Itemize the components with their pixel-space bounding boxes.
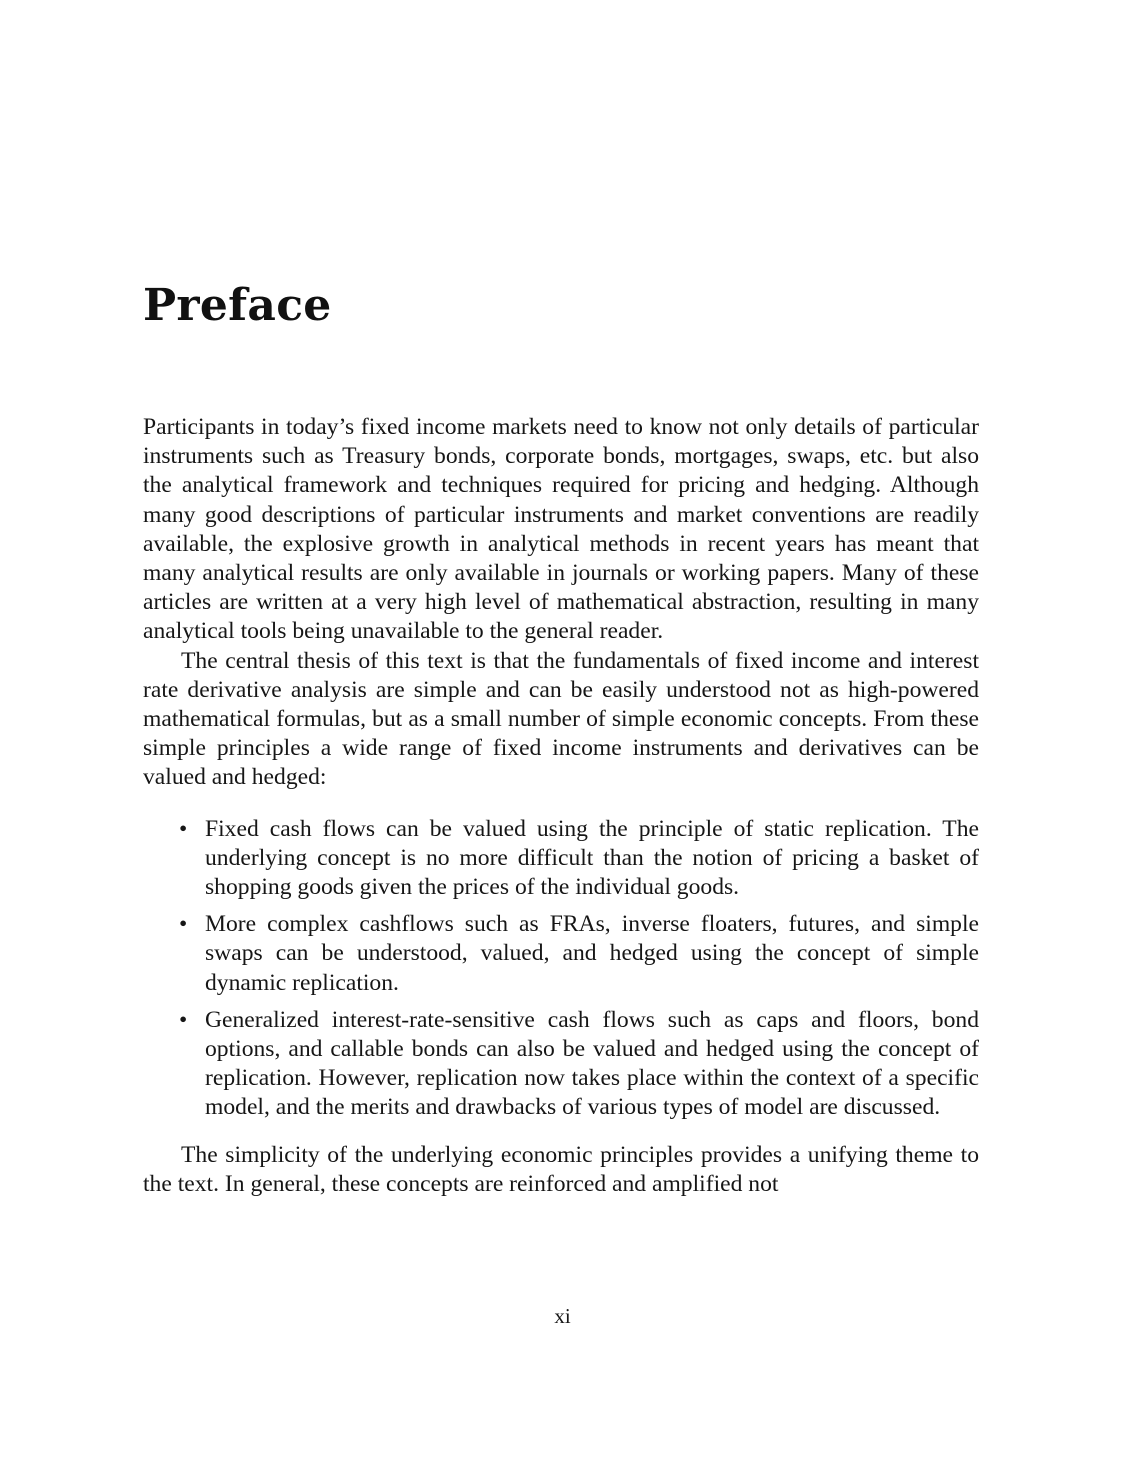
paragraph-intro: Participants in today’s fixed income markets need to know not only details of particular instruments such as Treasury bonds, corporate bonds, mortgages, swaps, etc. but also the analytical framework and techniques required for pricing and hedging. Although many good descriptions of particular instruments and market conventions are readily available, the explosive growth in analytical methods in recent years has meant that many analytical results are only available in journals or working papers. Many of these articles are written at a very high level of mathematical abstraction, resulting in many analytical tools being unavailable to the general reader. [143,414,979,645]
bullet-item-dynamic-replication [179,910,979,998]
bullet-icon: • [179,911,188,938]
preface-body [143,413,979,1199]
bullet-text: Fixed cash flows can be valued using the principle of static replication. The underlying concept is no more difficult than the notion of pricing a basket of shopping goods given the prices of the individual goods. [205,815,979,901]
bullet-item-model-replication [179,1006,979,1123]
bullet-list [143,815,979,1123]
bullet-text: More complex cashflows such as FRAs, inverse floaters, futures, and simple swaps can be understood, valued, and hedged using the concept of simple dynamic replication. [205,911,979,996]
bullet-icon: • [179,815,188,842]
page-number: xi [554,1304,571,1328]
paragraph-thesis: The central thesis of this text is that the fundamentals of fixed income and interest rate derivative analysis are simple and can be easily understood not as high-powered mathematical formulas, but as a small number of simple economic concepts. From these simple principles a wide range of fixed income instruments and derivatives can be valued and hedged: [143,647,979,791]
bullet-item-static-replication [179,815,979,903]
chapter-title: Preface [143,280,332,331]
bullet-icon: • [179,1006,188,1033]
bullet-text: Generalized interest-rate-sensitive cash flows such as caps and floors, bond options, and callable bonds can also be valued and hedged using the concept of replication. However, replication now takes place within the context of a specific model, and the merits and drawbacks of various types of model are discussed. [205,1006,979,1121]
paragraph-closing: The simplicity of the underlying economic principles provides a unifying theme to the text. In general, these concepts are reinforced and amplified not [143,1141,979,1197]
